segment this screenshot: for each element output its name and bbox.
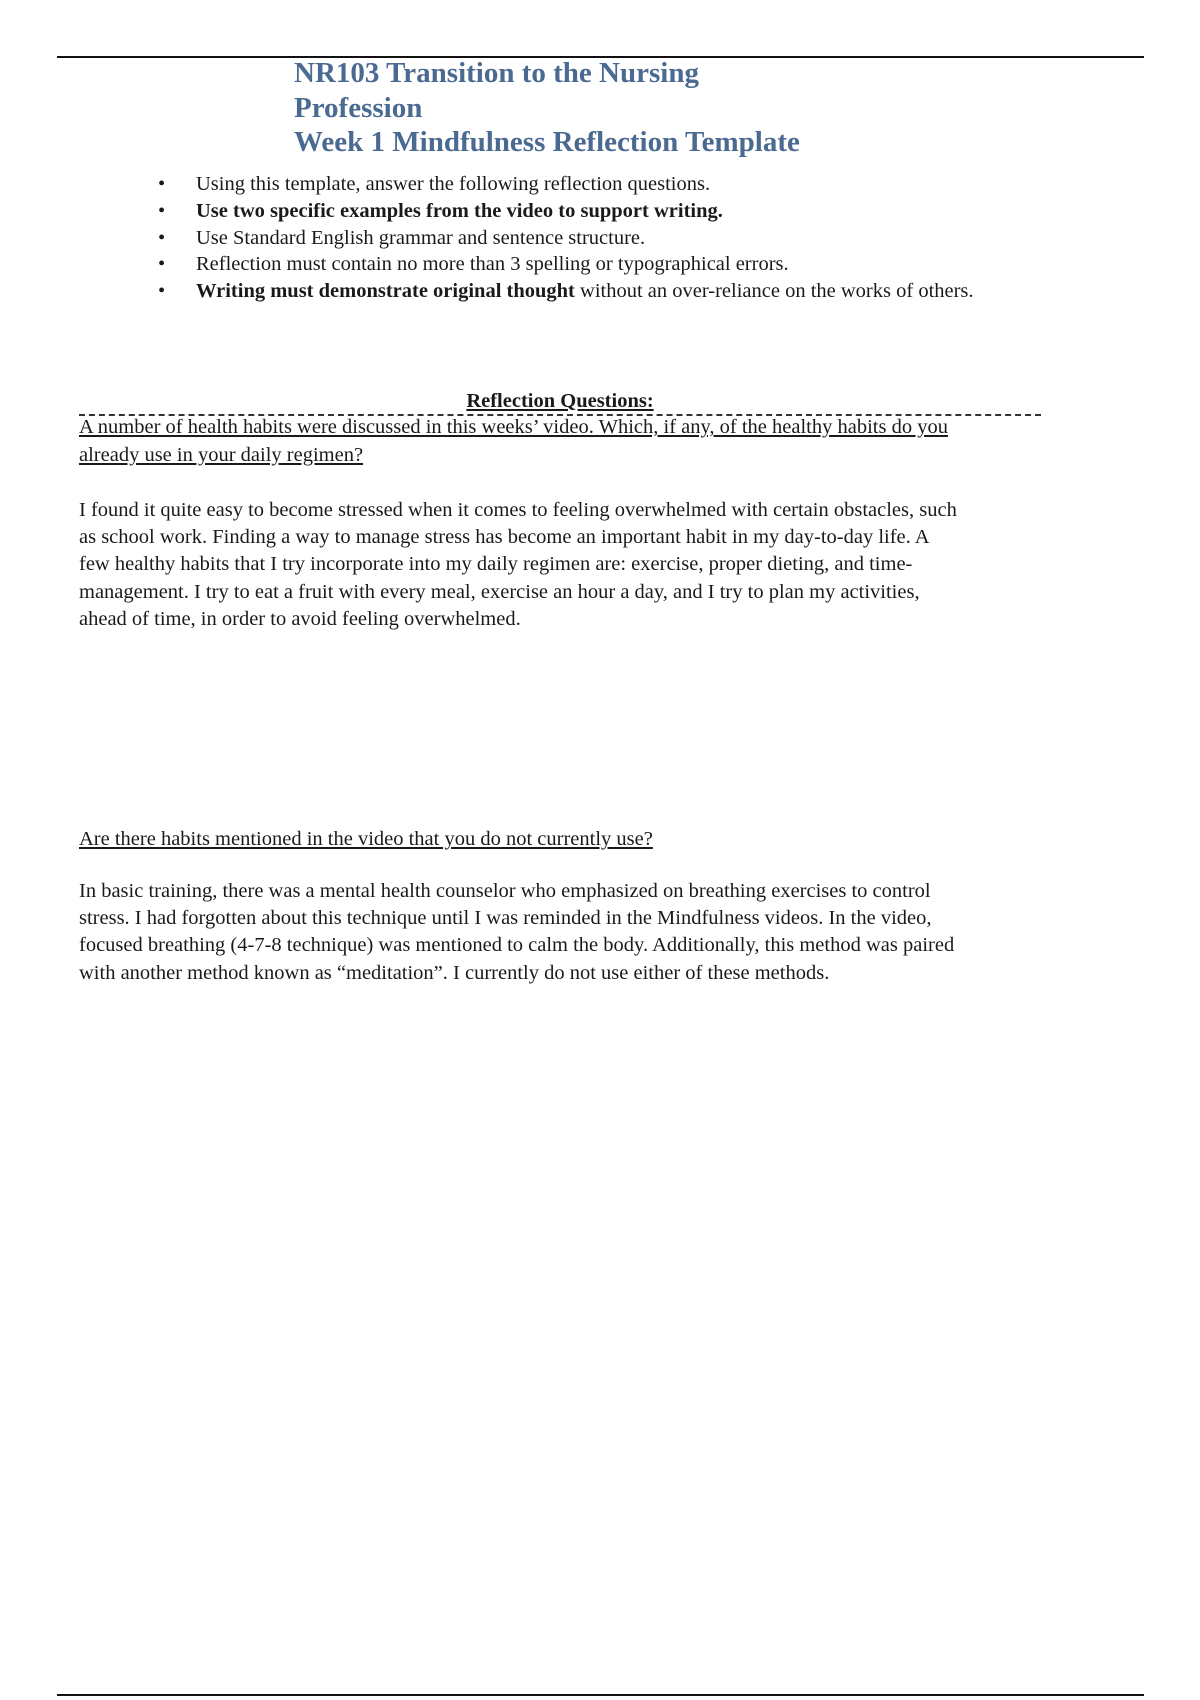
answer-line: focused breathing (4-7-8 technique) was mentioned to calm the body. Additionally, this method was paired <box>79 934 955 957</box>
bullet-icon: • <box>158 226 166 249</box>
bullet-icon: • <box>158 253 166 276</box>
instruction-bold: Writing must demonstrate original thought <box>196 280 575 303</box>
instruction-bold: Use two specific examples from the video to support writing. <box>196 199 723 222</box>
answer-line: stress. I had forgotten about this technique until I was reminded in the Mindfulness videos. In the video, <box>79 907 932 930</box>
bottom-rule <box>57 1694 1144 1696</box>
instruction-text: without an over-reliance on the works of others. <box>574 280 974 303</box>
answer-line: few healthy habits that I try incorporate into my daily regimen are: exercise, proper dieting, and time- <box>79 553 913 576</box>
question-line: A number of health habits were discussed in this weeks’ video. Which, if any, of the healthy habits do you <box>79 416 948 438</box>
answer-line: In basic training, there was a mental health counselor who emphasized on breathing exercises to control <box>79 880 931 902</box>
answer-line: as school work. Finding a way to manage stress has become an important habit in my day-to-day life. A <box>79 526 930 549</box>
answer-1 <box>79 497 1039 633</box>
answer-line: ahead of time, in order to avoid feeling overwhelmed. <box>79 607 521 630</box>
instruction-item <box>150 251 1110 278</box>
reflection-heading <box>79 388 1041 416</box>
answer-2 <box>79 878 1039 987</box>
instruction-text: Use Standard English grammar and sentence structure. <box>196 226 646 249</box>
instructions-list <box>150 171 1110 305</box>
instruction-text: Using this template, answer the following reflection questions. <box>196 173 711 195</box>
document-title <box>294 56 914 160</box>
question-1 <box>79 414 1039 469</box>
answer-line: I found it quite easy to become stressed when it comes to feeling overwhelmed with certain obstacles, such <box>79 499 957 521</box>
title-line-2: Profession <box>294 91 423 124</box>
question-line: Are there habits mentioned in the video that you do not currently use? <box>79 828 653 850</box>
instruction-item <box>150 225 1110 252</box>
instruction-item <box>150 171 1110 198</box>
title-line-1: NR103 Transition to the Nursing <box>294 57 699 89</box>
reflection-heading-text: Reflection Questions: <box>466 390 654 412</box>
title-line-3: Week 1 Mindfulness Reflection Template <box>294 126 800 158</box>
question-2 <box>79 826 1039 854</box>
answer-line: with another method known as “meditation”. I currently do not use either of these methods. <box>79 961 830 984</box>
bullet-icon: • <box>158 199 166 222</box>
bullet-icon: • <box>158 280 166 303</box>
instruction-text: Reflection must contain no more than 3 spelling or typographical errors. <box>196 253 789 276</box>
instruction-item <box>150 198 1110 225</box>
answer-line: management. I try to eat a fruit with every meal, exercise an hour a day, and I try to plan my activities, <box>79 580 920 603</box>
question-line: already use in your daily regimen? <box>79 443 364 466</box>
bullet-icon: • <box>158 173 166 195</box>
instruction-item <box>150 278 1110 305</box>
